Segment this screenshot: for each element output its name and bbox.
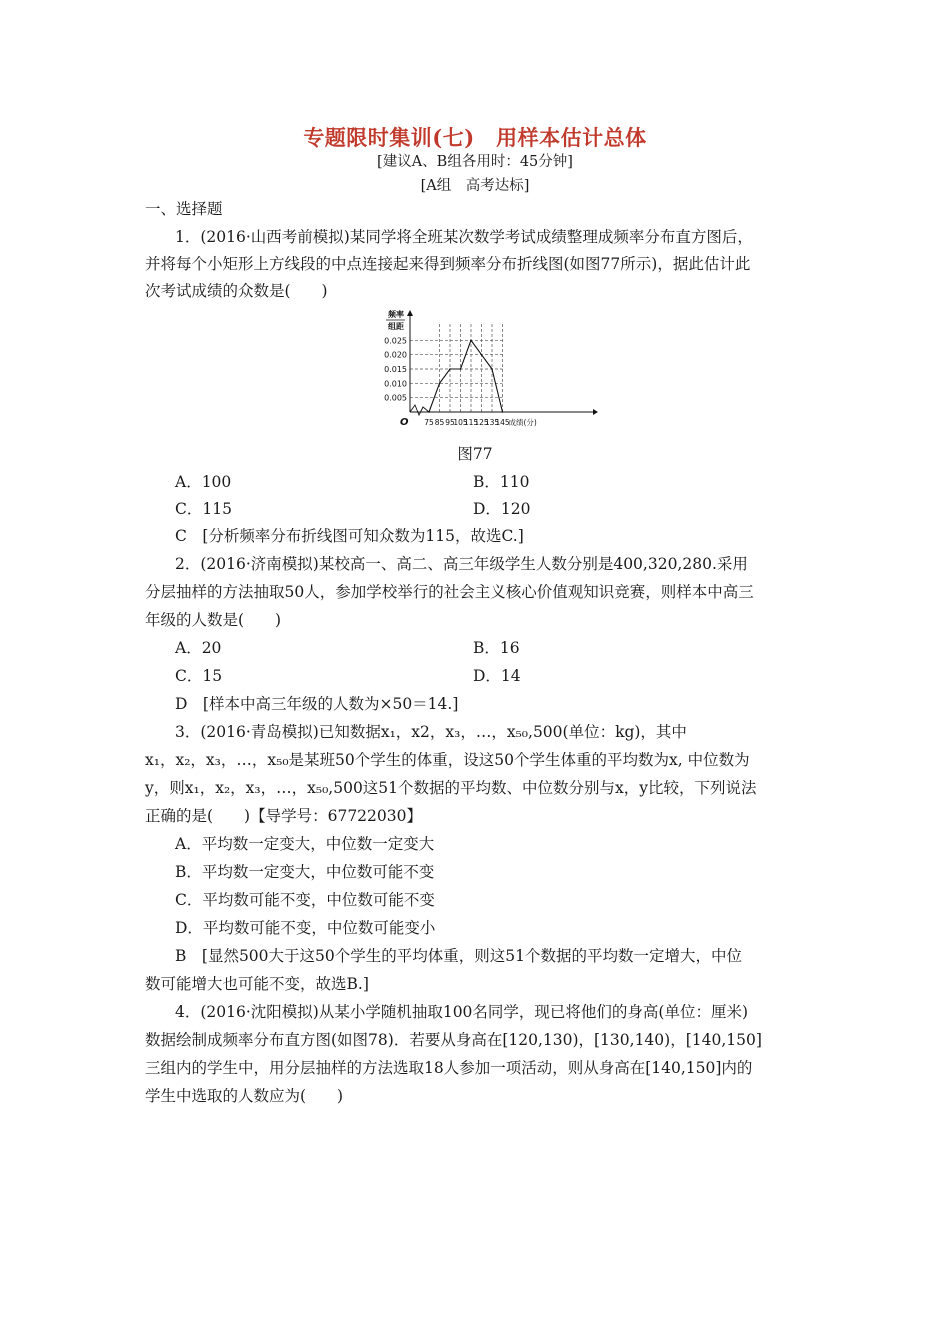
q3-line-1: 3．(2016·青岛模拟)已知数据x₁，x2，x₃，…，x₅₀,500(单位：kg)，其中 (175, 723, 687, 741)
y-tick-label: 0.010 (384, 379, 407, 389)
q3-line-4: 正确的是( )【导学号：67722030】 (145, 807, 422, 825)
q3-option-b: B．平均数一定变大，中位数可能不变 (175, 863, 435, 881)
q2-line-1: 2．(2016·济南模拟)某校高一、高二、高三年级学生人数分别是400,320,280.采用 (175, 555, 748, 573)
q4-line-3: 三组内的学生中，用分层抽样的方法选取18人参加一项活动，则从身高在[140,150]内的 (145, 1059, 753, 1077)
q2-option-d: D．14 (473, 667, 521, 685)
q4-line-4: 学生中选取的人数应为( ) (145, 1087, 344, 1105)
section-heading: 一、选择题 (145, 200, 223, 218)
data-point (439, 383, 441, 385)
q4-line-2: 数据绘制成频率分布直方图(如图78)．若要从身高在[120,130)，[130,140)，[140,150] (145, 1031, 762, 1049)
x-tick-label: 115 (463, 418, 479, 427)
q1-answer: C [分析频率分布折线图可知众数为115，故选C.] (175, 527, 524, 545)
q3-option-a: A．平均数一定变大，中位数一定变大 (175, 835, 435, 853)
origin-label: O (400, 417, 409, 428)
data-point (481, 354, 483, 356)
data-point (449, 368, 451, 370)
q3-option-d: D．平均数可能不变，中位数可能变小 (175, 919, 436, 937)
q4-line-1: 4．(2016·沈阳模拟)从某小学随机抽取100名同学，现已将他们的身高(单位：厘米) (175, 1003, 749, 1021)
y-tick-label: 0.025 (384, 336, 407, 346)
x-tick-label: 95 (445, 418, 455, 427)
q1-option-d: D．120 (473, 500, 531, 518)
group-label: [A组 高考达标] (420, 178, 530, 194)
q1-option-a: A．100 (175, 473, 232, 491)
figure-caption: 图77 (457, 445, 493, 463)
q1-line-1: 1．(2016·山西考前模拟)某同学将全班某次数学考试成绩整理成频率分布直方图后， (175, 228, 753, 246)
data-point (491, 368, 493, 370)
data-point (502, 411, 504, 413)
page-title: 专题限时集训(七) 用样本估计总体 (303, 125, 647, 150)
q2-line-3: 年级的人数是( ) (145, 611, 282, 629)
q3-answer-line-1: B [显然500大于这50个学生的平均体重，则这51个数据的平均数一定增大，中位 (175, 947, 742, 965)
x-tick-label: 125 (474, 418, 489, 427)
q3-option-c: C．平均数可能不变，中位数可能不变 (175, 891, 435, 909)
q2-line-2: 分层抽样的方法抽取50人，参加学校举行的社会主义核心价值观知识竞赛，则样本中高三 (145, 583, 754, 601)
y-axis-label-bottom: 组距 (388, 322, 404, 331)
q1-line-3: 次考试成绩的众数是( ) (145, 282, 328, 300)
y-tick-label: 0.020 (384, 350, 407, 360)
data-point (460, 368, 462, 370)
q1-option-b: B．110 (473, 473, 530, 491)
y-tick-label: 0.005 (384, 393, 407, 403)
x-axis-label: 成绩(分) (508, 418, 537, 427)
q3-line-3: y，则x₁，x₂，x₃，…，x₅₀,500这51个数据的平均数、中位数分别与x，y比较，下列说法 (145, 779, 757, 797)
q2-option-b: B．16 (473, 639, 520, 657)
figure-77 (355, 308, 605, 440)
frequency-polygon-chart (355, 308, 605, 436)
y-axis-label-top: 频率 (388, 310, 404, 319)
series-line (429, 340, 503, 412)
q2-answer: D [样本中高三年级的人数为×50＝14.] (175, 695, 459, 713)
q3-answer-line-2: 数可能增大也可能不变，故选B.] (145, 975, 369, 993)
q2-option-a: A．20 (175, 639, 222, 657)
q2-option-c: C．15 (175, 667, 223, 685)
q1-line-2: 并将每个小矩形上方线段的中点连接起来得到频率分布折线图(如图77所示)，据此估计此 (145, 255, 751, 273)
axis-break (410, 405, 429, 415)
data-point (470, 340, 472, 342)
x-tick-label: 105 (453, 418, 468, 427)
data-point (428, 411, 430, 413)
y-axis-arrow (407, 310, 413, 316)
q3-line-2: x₁，x₂，x₃，…，x₅₀是某班50个学生的体重，设这50个学生体重的平均数为x, 中位数为 (145, 751, 750, 769)
x-tick-label: 145 (495, 418, 510, 427)
y-tick-label: 0.015 (384, 365, 407, 374)
x-tick-label: 75 (424, 418, 434, 427)
x-tick-label: 135 (484, 418, 500, 427)
x-tick-label: 85 (434, 418, 445, 427)
q1-option-c: C．115 (175, 500, 232, 518)
x-axis-arrow (593, 409, 598, 415)
time-note: [建议A、B组各用时：45分钟] (377, 154, 573, 170)
